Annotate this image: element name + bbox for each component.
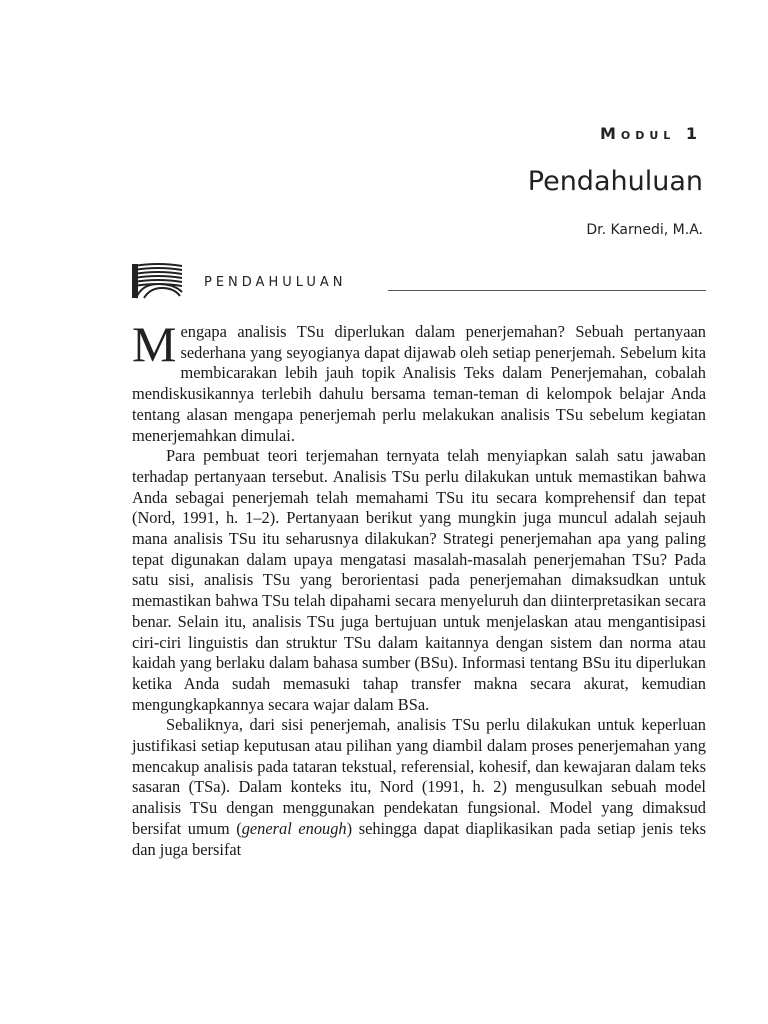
paragraph-3-italic: general enough: [241, 818, 347, 838]
drop-cap: M: [132, 316, 177, 372]
paragraph-3-text-a: Sebaliknya, dari sisi penerjemah, analisis TSu perlu dilakukan untuk keperluan justifikasi setiap keputusan atau pilihan yang diambil dalam proses penerjemahan yang mencakup analisis pada tataran tekstual, referensial, kohesif, dan kewajaran dalam teks sasaran (TSa). Dalam konteks itu, Nord (1991, h. 2) mengusulkan sebuah model analisis TSu dengan menggunakan pendekatan fungsional. Model yang dimaksud bersifat umum (: [132, 715, 706, 838]
author-name: Dr. Karnedi, M.A.: [586, 222, 703, 238]
chapter-title: Pendahuluan: [527, 166, 703, 197]
paragraph-1: [132, 316, 706, 446]
module-label: Modul 1: [599, 124, 702, 143]
section-heading: [130, 262, 706, 302]
section-rule: [388, 290, 706, 291]
paragraph-2: Para pembuat teori terjemahan ternyata telah menyiapkan salah satu jawaban terhadap pertanyaan tersebut. Analisis TSu perlu dilakukan untuk memastikan bahwa Anda sebagai penerjemah telah memahami TSu itu secara komprehensif dan tepat (Nord, 1991, h. 1–2). Pertanyaan berikut yang mungkin juga muncul adalah sejauh mana analisis TSu itu seharusnya dilakukan? Strategi penerjemahan apa yang paling tepat digunakan dalam upaya mengatasi masalah-masalah penerjemahan TSu? Pada satu sisi, analisis TSu yang berorientasi pada penerjemahan dimaksudkan untuk memastikan bahwa TSu telah dipahami secara menyeluruh dan diinterpretasikan secara benar. Selain itu, analisis TSu juga bertujuan untuk menjelaskan atau mengantisipasi ciri-ciri linguistis dan struktur TSu dalam kaitannya dengan sistem dan norma atau kaidah yang berlaku dalam bahasa sumber (BSu). Informasi tentang BSu itu diperlukan ketika Anda sudah memasuki tahap transfer makna secara akurat, kemudian mengungkapkannya secara wajar dalam BSa.: [132, 446, 706, 714]
paragraph-3: [132, 715, 706, 860]
body-text: [132, 316, 706, 860]
book-pages-icon: [130, 262, 186, 300]
paragraph-3-text-b: ) sehingga dapat diaplikasikan pada setiap jenis teks dan juga bersifat: [132, 818, 706, 859]
section-label: PENDAHULUAN: [204, 275, 347, 290]
paragraph-1-text: engapa analisis TSu diperlukan dalam penerjemahan? Sebuah pertanyaan sederhana yang seyogianya dapat dijawab oleh setiap penerjemah. Sebelum kita membicarakan lebih jauh topik Analisis Teks dalam Penerjemahan, cobalah mendiskusikannya terlebih dahulu bersama teman-teman di kelompok belajar Anda tentang alasan mengapa penerjemah perlu melakukan analisis TSu sebelum kegiatan menerjemahkan dimulai.: [132, 322, 706, 445]
